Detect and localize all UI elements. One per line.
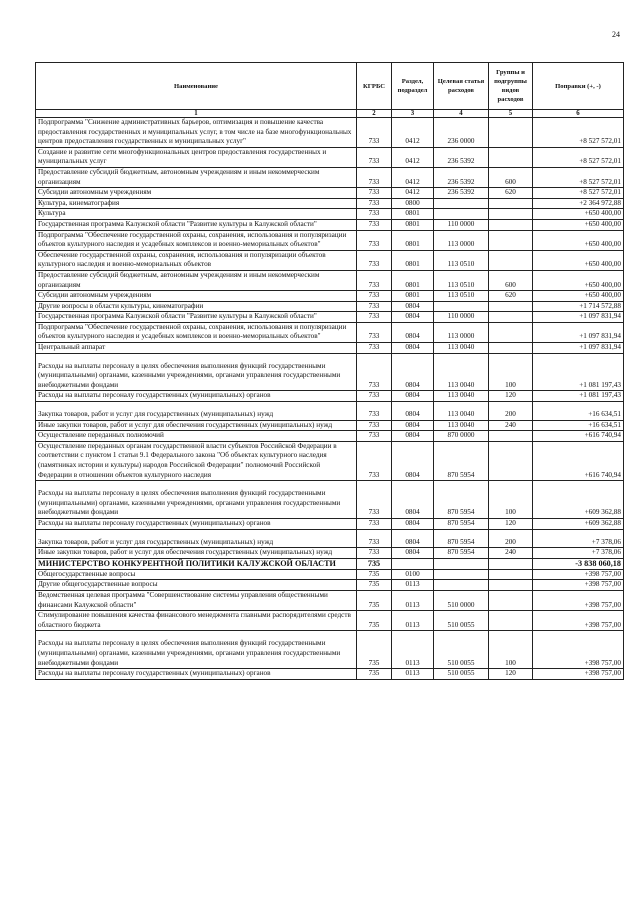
row-section: 0100 bbox=[392, 569, 434, 580]
row-target: 870 0000 bbox=[434, 431, 489, 442]
table-row bbox=[36, 611, 624, 631]
row-kgrbs: 733 bbox=[357, 230, 392, 250]
row-kgrbs: 733 bbox=[357, 518, 392, 529]
row-target: 870 5954 bbox=[434, 481, 489, 519]
row-amount: +398 757,00 bbox=[533, 669, 624, 680]
row-group bbox=[489, 219, 533, 230]
row-amount: +1 097 831,94 bbox=[533, 343, 624, 354]
table-row bbox=[36, 518, 624, 529]
row-amount: +398 757,00 bbox=[533, 590, 624, 610]
column-number: 3 bbox=[392, 110, 434, 118]
row-kgrbs: 733 bbox=[357, 353, 392, 391]
row-name: Обеспечение государственной охраны, сохранения, использования и популяризации объектов культурного наследия и военно-мемориальных объектов bbox=[36, 250, 357, 270]
row-name: Предоставление субсидий бюджетным, автономным учреждениям и иным некоммерческим организациям bbox=[36, 270, 357, 290]
row-amount: +1 097 831,94 bbox=[533, 312, 624, 323]
row-target: 113 0510 bbox=[434, 250, 489, 270]
row-kgrbs: 733 bbox=[357, 167, 392, 187]
row-kgrbs: 733 bbox=[357, 441, 392, 480]
header-section: Раздел, подраздел bbox=[392, 63, 434, 110]
table-row bbox=[36, 590, 624, 610]
row-section: 0801 bbox=[392, 209, 434, 220]
table-row bbox=[36, 343, 624, 354]
row-name: Подпрограмма "Снижение административных барьеров, оптимизация и повышение качества предоставления государственных и муниципальных услуг, в том числе на базе многофункциональных центров предоставления государственных и муниципальных услуг" bbox=[36, 118, 357, 148]
header-amendments: Поправки (+, -) bbox=[533, 63, 624, 110]
row-target: 113 0040 bbox=[434, 353, 489, 391]
row-kgrbs: 733 bbox=[357, 420, 392, 431]
row-target: 113 0510 bbox=[434, 270, 489, 290]
row-section: 0804 bbox=[392, 402, 434, 421]
row-kgrbs: 735 bbox=[357, 580, 392, 591]
row-group bbox=[489, 343, 533, 354]
row-amount: +650 400,00 bbox=[533, 219, 624, 230]
row-kgrbs: 735 bbox=[357, 569, 392, 580]
row-amount: +609 362,88 bbox=[533, 518, 624, 529]
column-number: 2 bbox=[357, 110, 392, 118]
row-name: Закупка товаров, работ и услуг для государственных (муниципальных) нужд bbox=[36, 402, 357, 421]
table-row bbox=[36, 631, 624, 669]
row-name: Закупка товаров, работ и услуг для государственных (муниципальных) нужд bbox=[36, 529, 357, 548]
row-section: 0804 bbox=[392, 343, 434, 354]
row-section: 0412 bbox=[392, 118, 434, 148]
row-target: 113 0000 bbox=[434, 230, 489, 250]
row-group bbox=[489, 558, 533, 569]
row-name: Иные закупки товаров, работ и услуг для обеспечения государственных (муниципальных) нужд bbox=[36, 420, 357, 431]
row-section: 0801 bbox=[392, 230, 434, 250]
header-row bbox=[36, 63, 624, 110]
row-name: Подпрограмма "Обеспечение государственной охраны, сохранения, использования и популяризации объектов культурного наследия и усадебных комплексов и военно-мемориальных объектов" bbox=[36, 322, 357, 342]
row-target: 236 5392 bbox=[434, 167, 489, 187]
row-name: Создание и развитие сети многофункциональных центров предоставления государственных и муниципальных услуг bbox=[36, 147, 357, 167]
row-section: 0804 bbox=[392, 481, 434, 519]
row-group: 240 bbox=[489, 420, 533, 431]
row-section: 0801 bbox=[392, 270, 434, 290]
row-amount: +1 081 197,43 bbox=[533, 353, 624, 391]
row-target: 113 0040 bbox=[434, 343, 489, 354]
column-number-row bbox=[36, 110, 624, 118]
row-kgrbs: 733 bbox=[357, 343, 392, 354]
table-row bbox=[36, 250, 624, 270]
row-kgrbs: 733 bbox=[357, 270, 392, 290]
table-row bbox=[36, 230, 624, 250]
table-row bbox=[36, 548, 624, 559]
row-name: Другие вопросы в области культуры, кинематографии bbox=[36, 301, 357, 312]
row-section: 0804 bbox=[392, 441, 434, 480]
row-target: 870 5954 bbox=[434, 548, 489, 559]
row-group bbox=[489, 580, 533, 591]
row-amount: +8 527 572,01 bbox=[533, 188, 624, 199]
row-section: 0113 bbox=[392, 611, 434, 631]
budget-table bbox=[35, 62, 624, 680]
row-section: 0804 bbox=[392, 529, 434, 548]
row-group: 120 bbox=[489, 391, 533, 402]
row-amount: +616 740,94 bbox=[533, 431, 624, 442]
row-group: 600 bbox=[489, 270, 533, 290]
row-kgrbs: 733 bbox=[357, 147, 392, 167]
header-groups: Группы и подгруппы видов расходов bbox=[489, 63, 533, 110]
table-row bbox=[36, 188, 624, 199]
row-target: 110 0000 bbox=[434, 219, 489, 230]
row-name: Расходы на выплаты персоналу в целях обеспечения выполнения функций государственными (муниципальными) органами, казенными учреждениями, органами управления государственными внебюджетными фондами bbox=[36, 631, 357, 669]
row-target bbox=[434, 301, 489, 312]
row-name: Осуществление переданных органам государственной власти субъектов Российской Федерации в соответствии с пунктом 1 статьи 9.1 Федерального закона "Об объектах культурного наследия (памятниках истории и культуры) народов Российской Федерации" полномочий Российской Федерации в отношении объектов культурного наследия bbox=[36, 441, 357, 480]
row-name: Культура, кинематография bbox=[36, 198, 357, 209]
row-target: 113 0510 bbox=[434, 291, 489, 302]
table-row bbox=[36, 420, 624, 431]
row-section: 0113 bbox=[392, 580, 434, 591]
row-amount: +650 400,00 bbox=[533, 250, 624, 270]
row-target: 510 0055 bbox=[434, 631, 489, 669]
row-amount: +650 400,00 bbox=[533, 291, 624, 302]
row-kgrbs: 733 bbox=[357, 188, 392, 199]
row-name: Государственная программа Калужской области "Развитие культуры в Калужской области" bbox=[36, 312, 357, 323]
row-name: Расходы на выплаты персоналу государственных (муниципальных) органов bbox=[36, 669, 357, 680]
row-amount: +8 527 572,01 bbox=[533, 167, 624, 187]
row-name: Культура bbox=[36, 209, 357, 220]
row-section bbox=[392, 558, 434, 569]
row-kgrbs: 733 bbox=[357, 391, 392, 402]
row-target: 113 0040 bbox=[434, 402, 489, 421]
row-amount: +398 757,00 bbox=[533, 569, 624, 580]
row-group: 200 bbox=[489, 402, 533, 421]
column-number: 5 bbox=[489, 110, 533, 118]
table-row bbox=[36, 402, 624, 421]
table-row bbox=[36, 291, 624, 302]
table-row bbox=[36, 353, 624, 391]
row-amount: +616 740,94 bbox=[533, 441, 624, 480]
column-number: 4 bbox=[434, 110, 489, 118]
row-target: 870 5954 bbox=[434, 518, 489, 529]
row-group bbox=[489, 250, 533, 270]
row-target: 113 0000 bbox=[434, 322, 489, 342]
table-body bbox=[36, 118, 624, 680]
row-group: 240 bbox=[489, 548, 533, 559]
row-target: 110 0000 bbox=[434, 312, 489, 323]
row-amount: +650 400,00 bbox=[533, 209, 624, 220]
row-kgrbs: 733 bbox=[357, 431, 392, 442]
table-row bbox=[36, 569, 624, 580]
table-row bbox=[36, 209, 624, 220]
table-row bbox=[36, 322, 624, 342]
row-name: Субсидии автономным учреждениям bbox=[36, 291, 357, 302]
header-kgrbs: КГРБС bbox=[357, 63, 392, 110]
row-target: 236 5392 bbox=[434, 188, 489, 199]
row-amount: +7 378,06 bbox=[533, 548, 624, 559]
row-name: Подпрограмма "Обеспечение государственной охраны, сохранения, использования и популяризации объектов культурного наследия и усадебных комплексов и военно-мемориальных объектов" bbox=[36, 230, 357, 250]
header-target: Целевая статья расходов bbox=[434, 63, 489, 110]
table-row bbox=[36, 441, 624, 480]
table-row bbox=[36, 431, 624, 442]
row-section: 0804 bbox=[392, 420, 434, 431]
row-amount: +1 097 831,94 bbox=[533, 322, 624, 342]
row-kgrbs: 733 bbox=[357, 548, 392, 559]
row-section: 0412 bbox=[392, 147, 434, 167]
table-row bbox=[36, 270, 624, 290]
row-kgrbs: 733 bbox=[357, 198, 392, 209]
row-target: 510 0000 bbox=[434, 590, 489, 610]
row-group bbox=[489, 441, 533, 480]
table-row bbox=[36, 669, 624, 680]
row-kgrbs: 733 bbox=[357, 402, 392, 421]
row-amount: +2 364 972,88 bbox=[533, 198, 624, 209]
row-group: 120 bbox=[489, 669, 533, 680]
table-row bbox=[36, 147, 624, 167]
row-group bbox=[489, 590, 533, 610]
row-kgrbs: 733 bbox=[357, 301, 392, 312]
row-group bbox=[489, 301, 533, 312]
row-section: 0804 bbox=[392, 301, 434, 312]
row-kgrbs: 733 bbox=[357, 322, 392, 342]
row-name: Осуществление переданных полномочий bbox=[36, 431, 357, 442]
row-amount: +16 634,51 bbox=[533, 402, 624, 421]
row-section: 0801 bbox=[392, 291, 434, 302]
row-section: 0113 bbox=[392, 669, 434, 680]
row-section: 0804 bbox=[392, 312, 434, 323]
row-kgrbs: 733 bbox=[357, 250, 392, 270]
row-target: 510 0055 bbox=[434, 669, 489, 680]
row-kgrbs: 733 bbox=[357, 529, 392, 548]
row-kgrbs: 733 bbox=[357, 291, 392, 302]
row-name: Стимулирование повышения качества финансового менеджмента главными распорядителями средств областного бюджета bbox=[36, 611, 357, 631]
table-row bbox=[36, 167, 624, 187]
ministry-row bbox=[36, 558, 624, 569]
row-amount: +16 634,51 bbox=[533, 420, 624, 431]
row-kgrbs: 735 bbox=[357, 631, 392, 669]
table-row bbox=[36, 301, 624, 312]
row-target bbox=[434, 198, 489, 209]
row-group bbox=[489, 118, 533, 148]
row-target: 870 5954 bbox=[434, 441, 489, 480]
row-group: 100 bbox=[489, 631, 533, 669]
row-section: 0804 bbox=[392, 431, 434, 442]
row-target bbox=[434, 209, 489, 220]
row-amount: +1 081 197,43 bbox=[533, 391, 624, 402]
row-section: 0804 bbox=[392, 548, 434, 559]
row-kgrbs: 735 bbox=[357, 669, 392, 680]
table-row bbox=[36, 529, 624, 548]
row-target: 236 0000 bbox=[434, 118, 489, 148]
row-kgrbs: 733 bbox=[357, 118, 392, 148]
row-group bbox=[489, 230, 533, 250]
row-amount: +8 527 572,01 bbox=[533, 147, 624, 167]
row-group: 100 bbox=[489, 353, 533, 391]
page-number: 24 bbox=[612, 30, 620, 39]
row-group: 620 bbox=[489, 188, 533, 199]
row-amount: +398 757,00 bbox=[533, 580, 624, 591]
row-target bbox=[434, 580, 489, 591]
row-target: 870 5954 bbox=[434, 529, 489, 548]
row-group bbox=[489, 198, 533, 209]
row-target: 113 0040 bbox=[434, 391, 489, 402]
row-group bbox=[489, 611, 533, 631]
row-name: Предоставление субсидий бюджетным, автономным учреждениям и иным некоммерческим организациям bbox=[36, 167, 357, 187]
row-kgrbs: 735 bbox=[357, 611, 392, 631]
row-group bbox=[489, 209, 533, 220]
row-group bbox=[489, 569, 533, 580]
row-kgrbs: 733 bbox=[357, 481, 392, 519]
row-name: Иные закупки товаров, работ и услуг для обеспечения государственных (муниципальных) нужд bbox=[36, 548, 357, 559]
row-amount: +398 757,00 bbox=[533, 631, 624, 669]
row-kgrbs: 733 bbox=[357, 312, 392, 323]
row-group bbox=[489, 431, 533, 442]
row-target bbox=[434, 569, 489, 580]
row-name: Расходы на выплаты персоналу государственных (муниципальных) органов bbox=[36, 391, 357, 402]
row-group bbox=[489, 322, 533, 342]
row-name: Другие общегосударственные вопросы bbox=[36, 580, 357, 591]
row-amount: +650 400,00 bbox=[533, 230, 624, 250]
row-name: Расходы на выплаты персоналу в целях обеспечения выполнения функций государственными (муниципальными) органами, казенными учреждениями, органами управления государственными внебюджетными фондами bbox=[36, 481, 357, 519]
row-kgrbs: 735 bbox=[357, 558, 392, 569]
row-group: 600 bbox=[489, 167, 533, 187]
row-amount: -3 838 060,18 bbox=[533, 558, 624, 569]
row-amount: +398 757,00 bbox=[533, 611, 624, 631]
row-section: 0801 bbox=[392, 219, 434, 230]
table-row bbox=[36, 391, 624, 402]
table-row bbox=[36, 580, 624, 591]
column-number: 6 bbox=[533, 110, 624, 118]
row-name: Государственная программа Калужской области "Развитие культуры в Калужской области" bbox=[36, 219, 357, 230]
row-target bbox=[434, 558, 489, 569]
row-name: Общегосударственные вопросы bbox=[36, 569, 357, 580]
row-target: 236 5392 bbox=[434, 147, 489, 167]
row-section: 0800 bbox=[392, 198, 434, 209]
row-section: 0412 bbox=[392, 167, 434, 187]
row-section: 0412 bbox=[392, 188, 434, 199]
row-amount: +1 714 572,88 bbox=[533, 301, 624, 312]
row-name: Центральный аппарат bbox=[36, 343, 357, 354]
row-group: 620 bbox=[489, 291, 533, 302]
row-name: Субсидии автономным учреждениям bbox=[36, 188, 357, 199]
row-section: 0113 bbox=[392, 631, 434, 669]
row-section: 0804 bbox=[392, 322, 434, 342]
row-group: 100 bbox=[489, 481, 533, 519]
row-section: 0804 bbox=[392, 391, 434, 402]
row-name: Расходы на выплаты персоналу в целях обеспечения выполнения функций государственными (муниципальными) органами, казенными учреждениями, органами управления государственными внебюджетными фондами bbox=[36, 353, 357, 391]
row-group: 200 bbox=[489, 529, 533, 548]
column-number: 1 bbox=[36, 110, 357, 118]
row-target: 510 0055 bbox=[434, 611, 489, 631]
row-group: 120 bbox=[489, 518, 533, 529]
table-row bbox=[36, 219, 624, 230]
row-kgrbs: 733 bbox=[357, 209, 392, 220]
row-amount: +650 400,00 bbox=[533, 270, 624, 290]
table-row bbox=[36, 312, 624, 323]
row-group bbox=[489, 312, 533, 323]
row-amount: +8 527 572,01 bbox=[533, 118, 624, 148]
table-row bbox=[36, 118, 624, 148]
row-kgrbs: 735 bbox=[357, 590, 392, 610]
table-row bbox=[36, 481, 624, 519]
row-name: Расходы на выплаты персоналу государственных (муниципальных) органов bbox=[36, 518, 357, 529]
row-target: 113 0040 bbox=[434, 420, 489, 431]
row-amount: +609 362,88 bbox=[533, 481, 624, 519]
row-section: 0804 bbox=[392, 353, 434, 391]
table-row bbox=[36, 198, 624, 209]
row-section: 0804 bbox=[392, 518, 434, 529]
row-group bbox=[489, 147, 533, 167]
row-amount: +7 378,06 bbox=[533, 529, 624, 548]
row-section: 0801 bbox=[392, 250, 434, 270]
row-kgrbs: 733 bbox=[357, 219, 392, 230]
row-name: Ведомственная целевая программа "Совершенствование системы управления общественными финансами Калужской области" bbox=[36, 590, 357, 610]
header-name: Наименование bbox=[36, 63, 357, 110]
row-section: 0113 bbox=[392, 590, 434, 610]
row-name: МИНИСТЕРСТВО КОНКУРЕНТНОЙ ПОЛИТИКИ КАЛУЖСКОЙ ОБЛАСТИ bbox=[36, 558, 357, 569]
